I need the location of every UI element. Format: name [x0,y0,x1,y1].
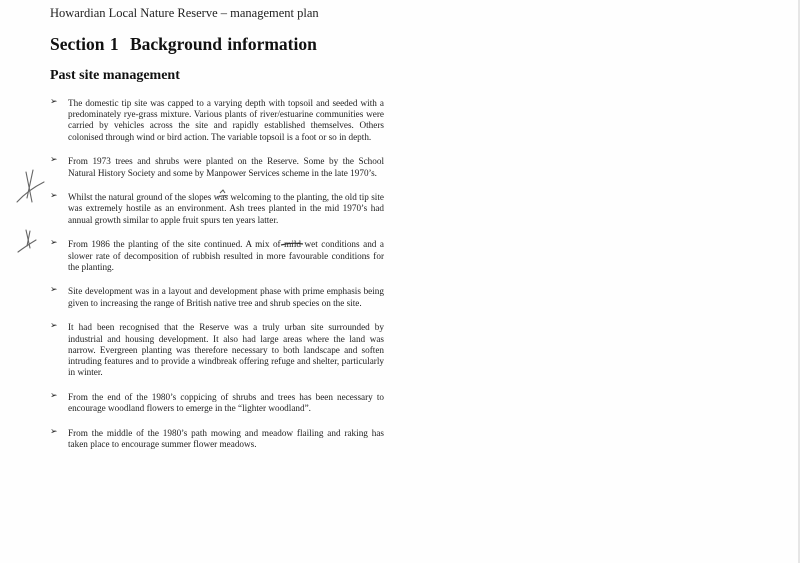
section-heading [50,34,317,55]
bullet-list [50,98,384,464]
list-item [50,322,384,378]
list-item [50,98,384,143]
arrowhead-bullet-icon: ➢ [50,390,58,401]
arrowhead-bullet-icon: ➢ [50,191,58,202]
list-item-text: From the middle of the 1980’s path mowing and meadow flailing and raking has taken place to encourage summer flower meadows. [68,427,384,449]
handwritten-cross-mark-icon [16,228,40,254]
list-item [50,192,384,226]
arrowhead-bullet-icon: ➢ [50,426,58,437]
handwritten-cross-mark-icon [14,168,48,206]
list-item-text: Site development was in a layout and development phase with prime emphasis being given to increasing the range of British native tree and shrub species on the site. [68,286,384,308]
list-item-text: From 1973 trees and shrubs were planted on the Reserve. Some by the School Natural History Society and some by Manpower Services scheme in the late 1970’s. [68,156,384,178]
list-item-text: From the end of the 1980’s coppicing of shrubs and trees has been necessary to encourage woodland flowers to emerge in the “lighter woodland”. [68,391,384,414]
list-item-text: Whilst the natural ground of the slopes was welcoming to the planting, the old tip site was extremely hostile as an environment. Ash trees planted in the mid 1970’s had annual growth similar to apple fruit spurs ten years latter. [68,192,384,225]
subsection-heading: Past site management [50,68,180,83]
list-item [50,286,384,308]
arrowhead-bullet-icon: ➢ [50,285,58,296]
section-number: Section 1 [50,34,119,54]
list-item-text: The domestic tip site was capped to a varying depth with topsoil and seeded with a predominately rye-grass mixture. Various plants of river/estuarine communities were carried by vehicles across the site and rapidly established themselves. Others colonised through wind or bird action. The variable topsoil is a foot or so in depth. [68,98,384,142]
list-item [50,156,384,178]
running-header: Howardian Local Nature Reserve – management plan [50,6,319,20]
arrowhead-bullet-icon: ➢ [50,97,58,107]
list-item [50,428,384,450]
arrowhead-bullet-icon: ➢ [50,238,58,249]
arrowhead-bullet-icon: ➢ [50,321,58,332]
list-item-text: From 1986 the planting of the site continued. A mix of mild wet conditions and a slower rate of decomposition of rubbish resulted in more favourable conditions for the planting. [68,239,384,272]
arrowhead-bullet-icon: ➢ [50,155,58,166]
list-item-text: It had been recognised that the Reserve was a truly urban site surrounded by industrial and housing development. It also had large areas where the land was narrow. Evergreen planting was therefore necessary to both landscape and soften intruding features and to provide a windbreak offering refuge and shelter, particularly in winter. [68,322,384,378]
section-title: Background information [129,34,317,54]
list-item [50,392,384,414]
list-item [50,239,384,273]
